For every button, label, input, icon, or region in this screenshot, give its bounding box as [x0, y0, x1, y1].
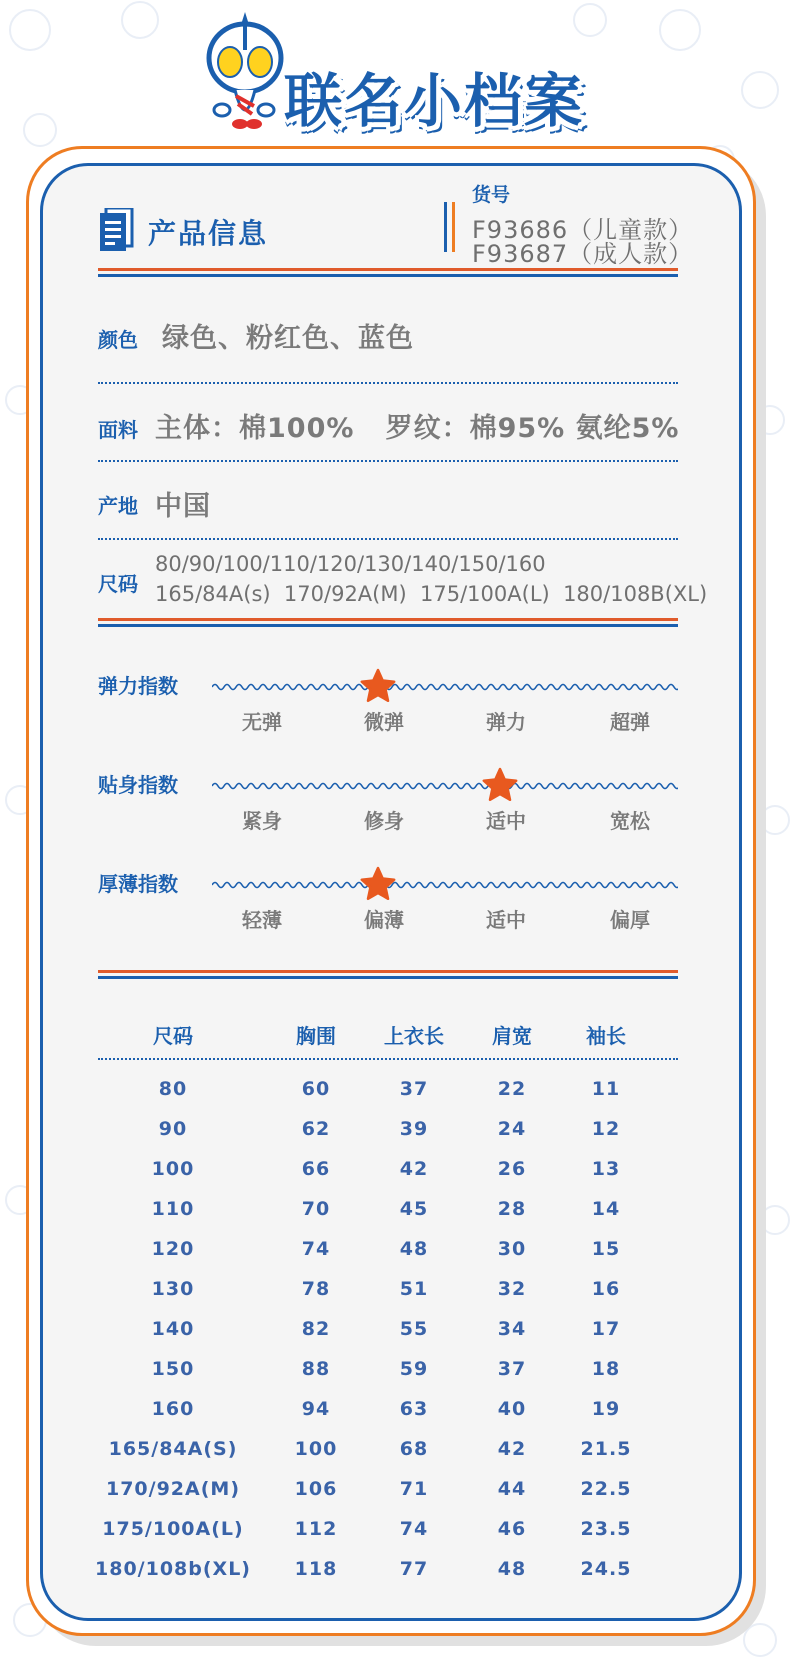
table-cell-chest: 118: [294, 1558, 338, 1580]
index-option: 无弹: [242, 710, 282, 734]
index-label: 贴身指数: [98, 773, 178, 797]
table-cell-chest: 112: [294, 1518, 338, 1540]
table-cell-length: 63: [399, 1398, 429, 1420]
index-option: 微弹: [364, 710, 404, 734]
table-cell-size: 150: [151, 1358, 195, 1380]
table-header-shoulder: 肩宽: [492, 1024, 532, 1048]
table-cell-shoulder: 48: [497, 1558, 527, 1580]
table-cell-size: 130: [151, 1278, 195, 1300]
table-cell-length: 37: [399, 1078, 429, 1100]
table-cell-size: 165/84A(S): [108, 1438, 238, 1460]
table-cell-shoulder: 42: [497, 1438, 527, 1460]
sku-adult: F93687（成人款）: [472, 240, 694, 268]
table-cell-length: 71: [399, 1478, 429, 1500]
index-option: 偏厚: [610, 908, 650, 932]
row-divider: [98, 538, 678, 540]
section-divider: [98, 970, 678, 978]
index-option: 修身: [364, 809, 404, 833]
index-option: 偏薄: [364, 908, 404, 932]
table-cell-shoulder: 44: [497, 1478, 527, 1500]
table-cell-sleeve: 21.5: [580, 1438, 632, 1460]
table-cell-length: 74: [399, 1518, 429, 1540]
index-label: 厚薄指数: [98, 872, 178, 896]
index-option: 轻薄: [242, 908, 282, 932]
table-cell-shoulder: 30: [497, 1238, 527, 1260]
color-label: 颜色: [98, 328, 138, 352]
table-cell-sleeve: 22.5: [580, 1478, 632, 1500]
table-cell-shoulder: 40: [497, 1398, 527, 1420]
table-cell-sleeve: 23.5: [580, 1518, 632, 1540]
table-cell-length: 59: [399, 1358, 429, 1380]
divider-bar: [444, 202, 447, 252]
index-option: 宽松: [610, 809, 650, 833]
section-divider: [98, 618, 678, 626]
index-option: 适中: [486, 908, 526, 932]
table-cell-length: 48: [399, 1238, 429, 1260]
table-cell-size: 80: [158, 1078, 188, 1100]
table-cell-shoulder: 34: [497, 1318, 527, 1340]
table-cell-sleeve: 12: [591, 1118, 621, 1140]
fabric-label: 面料: [98, 418, 138, 442]
table-header-size: 尺码: [153, 1024, 193, 1048]
table-header-divider: [98, 1058, 678, 1060]
fabric-value: 主体：棉100% 罗纹：棉95% 氨纶5%: [155, 413, 680, 444]
divider-bar: [452, 202, 455, 252]
table-cell-sleeve: 24.5: [580, 1558, 632, 1580]
section-divider: [98, 268, 678, 276]
table-cell-shoulder: 22: [497, 1078, 527, 1100]
table-cell-sleeve: 19: [591, 1398, 621, 1420]
index-wave-line: [212, 779, 678, 793]
row-divider: [98, 460, 678, 462]
table-cell-chest: 100: [294, 1438, 338, 1460]
sku-label: 货号: [472, 184, 511, 206]
table-cell-size: 180/108b(XL): [95, 1558, 251, 1580]
table-cell-shoulder: 32: [497, 1278, 527, 1300]
header-banner: [200, 10, 600, 135]
index-label: 弹力指数: [98, 674, 178, 698]
table-cell-length: 39: [399, 1118, 429, 1140]
table-cell-shoulder: 37: [497, 1358, 527, 1380]
table-cell-chest: 88: [301, 1358, 331, 1380]
table-cell-shoulder: 28: [497, 1198, 527, 1220]
table-cell-size: 110: [151, 1198, 195, 1220]
index-option: 紧身: [242, 809, 282, 833]
star-marker-icon: [360, 668, 396, 704]
origin-value: 中国: [155, 491, 211, 522]
sku-children: F93686（儿童款）: [472, 216, 694, 244]
table-cell-size: 170/92A(M): [105, 1478, 241, 1500]
table-cell-sleeve: 13: [591, 1158, 621, 1180]
table-cell-chest: 74: [301, 1238, 331, 1260]
index-wave-line: [212, 680, 678, 694]
table-cell-sleeve: 18: [591, 1358, 621, 1380]
table-cell-size: 120: [151, 1238, 195, 1260]
star-marker-icon: [360, 866, 396, 902]
table-cell-chest: 94: [301, 1398, 331, 1420]
section-title: 产品信息: [148, 217, 269, 250]
table-cell-length: 77: [399, 1558, 429, 1580]
table-cell-chest: 62: [301, 1118, 331, 1140]
table-cell-size: 175/100A(L): [102, 1518, 244, 1540]
star-marker-icon: [482, 767, 518, 803]
table-cell-shoulder: 24: [497, 1118, 527, 1140]
index-option: 弹力: [486, 710, 526, 734]
index-option: 适中: [486, 809, 526, 833]
size-list-adult: 165/84A(s) 170/92A(M) 175/100A(L) 180/108B(XL): [155, 582, 708, 606]
table-cell-chest: 60: [301, 1078, 331, 1100]
document-icon: [98, 208, 134, 252]
table-header-sleeve: 袖长: [586, 1024, 626, 1048]
ultraman-mascot-icon: [200, 10, 290, 130]
page-title: 联名小档案: [284, 67, 585, 135]
table-cell-sleeve: 16: [591, 1278, 621, 1300]
table-cell-length: 45: [399, 1198, 429, 1220]
table-cell-length: 68: [399, 1438, 429, 1460]
table-cell-sleeve: 14: [591, 1198, 621, 1220]
table-cell-length: 55: [399, 1318, 429, 1340]
table-cell-length: 42: [399, 1158, 429, 1180]
index-option: 超弹: [610, 710, 650, 734]
table-cell-sleeve: 15: [591, 1238, 621, 1260]
row-divider: [98, 382, 678, 384]
table-cell-size: 140: [151, 1318, 195, 1340]
size-label: 尺码: [98, 572, 138, 596]
table-cell-size: 100: [151, 1158, 195, 1180]
table-cell-size: 90: [158, 1118, 188, 1140]
table-cell-sleeve: 17: [591, 1318, 621, 1340]
table-header-length: 上衣长: [384, 1024, 444, 1048]
table-cell-size: 160: [151, 1398, 195, 1420]
table-cell-chest: 82: [301, 1318, 331, 1340]
table-header-chest: 胸围: [296, 1024, 336, 1048]
origin-label: 产地: [98, 494, 138, 518]
table-cell-shoulder: 46: [497, 1518, 527, 1540]
table-cell-chest: 78: [301, 1278, 331, 1300]
size-list-children: 80/90/100/110/120/130/140/150/160: [155, 552, 546, 576]
index-wave-line: [212, 878, 678, 892]
table-cell-chest: 66: [301, 1158, 331, 1180]
table-cell-chest: 106: [294, 1478, 338, 1500]
table-cell-chest: 70: [301, 1198, 331, 1220]
table-cell-shoulder: 26: [497, 1158, 527, 1180]
color-value: 绿色、粉红色、蓝色: [162, 323, 414, 354]
table-cell-sleeve: 11: [591, 1078, 621, 1100]
table-cell-length: 51: [399, 1278, 429, 1300]
